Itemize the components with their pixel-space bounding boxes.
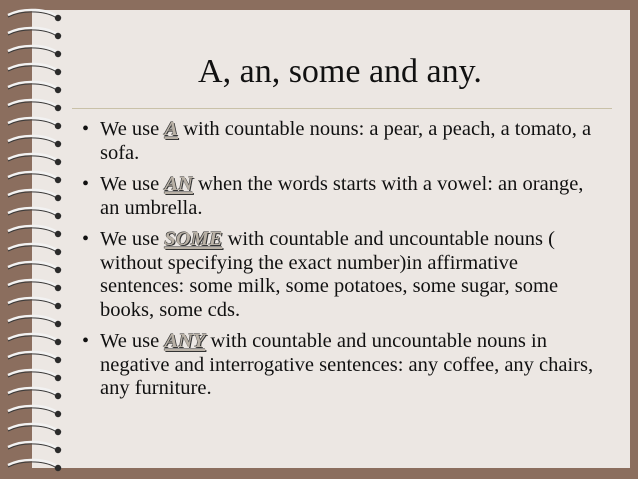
spiral-ring-icon [8,424,61,435]
spiral-ring-icon [8,226,61,237]
bullet-icon: • [82,118,90,140]
spiral-ring-icon [8,442,61,453]
spiral-ring-icon [8,154,61,165]
bullet-icon: • [82,173,90,195]
spiral-ring-icon [8,280,61,291]
bullet-text-post: with countable and uncountable nouns in negative and interrogative sentences: any coffee, any chairs, any furniture. [100,330,594,399]
bullet-text-pre: We use [100,330,165,352]
bullet-icon: • [82,330,90,352]
spiral-ring-icon [8,136,61,147]
bullet-item-an [84,173,604,220]
spiral-ring-icon [8,262,61,273]
bullet-item-any [84,330,604,401]
spiral-ring-icon [8,172,61,183]
spiral-ring-icon [8,190,61,201]
spiral-ring-icon [8,82,61,93]
keyword-a: A [164,118,179,140]
bullet-item-some [84,228,604,322]
keyword-an: AN [164,173,193,195]
spiral-ring-icon [8,64,61,75]
bullet-icon: • [82,228,90,250]
bullet-text-post: with countable and uncountable nouns ( without specifying the exact number)in affirmative sentences: some milk, some potatoes, some sugar, some books, some cds. [100,228,559,321]
spiral-ring-icon [8,10,61,21]
spiral-ring-icon [8,406,61,417]
spiral-ring-icon [8,118,61,129]
bullet-text-post: with countable nouns: a pear, a peach, a tomato, a sofa. [100,118,592,164]
slide-title: A, an, some and any. [198,53,482,90]
bullet-text-pre: We use [100,118,165,140]
spiral-ring-icon [8,388,61,399]
spiral-ring-icon [8,46,61,57]
spiral-binding [0,0,70,479]
spiral-ring-icon [8,460,61,471]
bullet-text-post: when the words starts with a vowel: an orange, an umbrella. [100,173,584,219]
keyword-any: ANY [164,330,206,352]
bullet-text-pre: We use [100,173,165,195]
spiral-ring-icon [8,244,61,255]
keyword-some: SOME [164,228,223,250]
spiral-ring-icon [8,298,61,309]
bullet-list [84,118,604,409]
title-divider [72,108,612,109]
spiral-ring-icon [8,100,61,111]
spiral-ring-icon [8,316,61,327]
spiral-ring-icon [8,28,61,39]
bullet-item-a [84,118,604,165]
spiral-ring-icon [8,370,61,381]
bullet-text-pre: We use [100,228,165,250]
spiral-ring-icon [8,334,61,345]
spiral-ring-icon [8,352,61,363]
spiral-ring-icon [8,208,61,219]
